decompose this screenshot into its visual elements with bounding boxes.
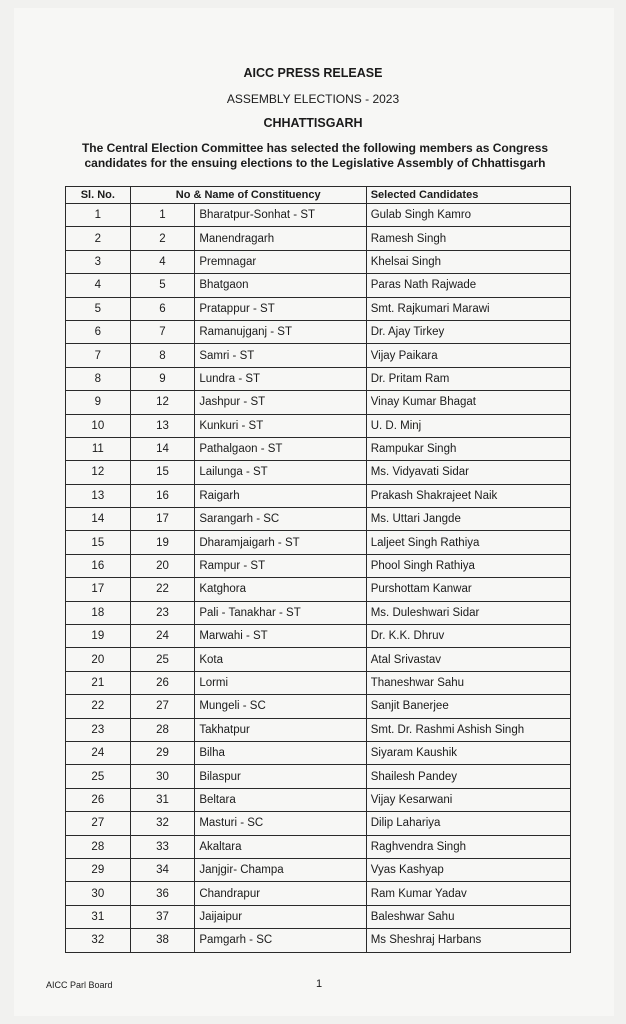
cell-sl-no: 7	[66, 344, 131, 367]
release-title: AICC PRESS RELEASE	[243, 66, 383, 80]
cell-constituency-name: Kunkuri - ST	[195, 414, 366, 437]
table-row	[66, 858, 571, 881]
table-row	[66, 648, 571, 671]
table-row	[66, 788, 571, 811]
table-row	[66, 437, 571, 460]
cell-sl-no: 20	[66, 648, 131, 671]
cell-sl-no: 24	[66, 741, 131, 764]
cell-candidate: Vijay Kesarwani	[366, 788, 570, 811]
cell-constituency-no: 22	[130, 578, 195, 601]
cell-constituency-name: Jaijaipur	[195, 905, 366, 928]
cell-constituency-name: Bharatpur-Sonhat - ST	[195, 204, 366, 227]
cell-candidate: U. D. Minj	[366, 414, 570, 437]
cell-sl-no: 14	[66, 508, 131, 531]
cell-constituency-name: Ramanujganj - ST	[195, 320, 366, 343]
cell-sl-no: 22	[66, 695, 131, 718]
cell-constituency-no: 8	[130, 344, 195, 367]
cell-constituency-name: Dharamjaigarh - ST	[195, 531, 366, 554]
cell-constituency-name: Pratappur - ST	[195, 297, 366, 320]
cell-candidate: Paras Nath Rajwade	[366, 274, 570, 297]
cell-sl-no: 28	[66, 835, 131, 858]
cell-sl-no: 23	[66, 718, 131, 741]
table-row	[66, 250, 571, 273]
cell-candidate: Thaneshwar Sahu	[366, 671, 570, 694]
cell-candidate: Vijay Paikara	[366, 344, 570, 367]
cell-candidate: Sanjit Banerjee	[366, 695, 570, 718]
cell-constituency-no: 32	[130, 812, 195, 835]
cell-constituency-no: 7	[130, 320, 195, 343]
cell-constituency-no: 29	[130, 741, 195, 764]
cell-constituency-name: Beltara	[195, 788, 366, 811]
cell-candidate: Dr. Ajay Tirkey	[366, 320, 570, 343]
cell-candidate: Vinay Kumar Bhagat	[366, 391, 570, 414]
cell-candidate: Ms. Uttari Jangde	[366, 508, 570, 531]
cell-candidate: Smt. Dr. Rashmi Ashish Singh	[366, 718, 570, 741]
cell-constituency-name: Janjgir- Champa	[195, 858, 366, 881]
cell-sl-no: 27	[66, 812, 131, 835]
table-row	[66, 227, 571, 250]
cell-constituency-name: Chandrapur	[195, 882, 366, 905]
cell-sl-no: 11	[66, 437, 131, 460]
table-row	[66, 274, 571, 297]
cell-sl-no: 32	[66, 929, 131, 952]
intro-line-1: The Central Election Committee has selected the following members as Congress	[81, 141, 549, 155]
table-row	[66, 905, 571, 928]
cell-constituency-no: 37	[130, 905, 195, 928]
cell-constituency-name: Pamgarh - SC	[195, 929, 366, 952]
cell-constituency-no: 19	[130, 531, 195, 554]
cell-candidate: Siyaram Kaushik	[366, 741, 570, 764]
cell-sl-no: 12	[66, 461, 131, 484]
table-row	[66, 835, 571, 858]
cell-candidate: Khelsai Singh	[366, 250, 570, 273]
table-row	[66, 882, 571, 905]
cell-sl-no: 21	[66, 671, 131, 694]
cell-constituency-name: Katghora	[195, 578, 366, 601]
cell-sl-no: 8	[66, 367, 131, 390]
table-row	[66, 625, 571, 648]
cell-constituency-name: Masturi - SC	[195, 812, 366, 835]
cell-sl-no: 17	[66, 578, 131, 601]
cell-candidate: Shailesh Pandey	[366, 765, 570, 788]
cell-constituency-name: Kota	[195, 648, 366, 671]
table-row	[66, 367, 571, 390]
intro-line-2: candidates for the ensuing elections to the Legislative Assembly of Chhattisgarh	[84, 156, 546, 170]
cell-candidate: Dr. K.K. Dhruv	[366, 625, 570, 648]
cell-constituency-name: Bilha	[195, 741, 366, 764]
cell-constituency-no: 36	[130, 882, 195, 905]
cell-candidate: Rampukar Singh	[366, 437, 570, 460]
cell-constituency-no: 33	[130, 835, 195, 858]
table-row	[66, 554, 571, 577]
cell-constituency-name: Rampur - ST	[195, 554, 366, 577]
page-number: 1	[316, 978, 323, 990]
cell-sl-no: 3	[66, 250, 131, 273]
cell-constituency-no: 30	[130, 765, 195, 788]
cell-candidate: Laljeet Singh Rathiya	[366, 531, 570, 554]
cell-candidate: Atal Srivastav	[366, 648, 570, 671]
cell-constituency-no: 15	[130, 461, 195, 484]
footer-board-label: AICC Parl Board	[46, 980, 113, 990]
cell-sl-no: 1	[66, 204, 131, 227]
column-header-sl-no: Sl. No.	[66, 187, 131, 204]
cell-constituency-no: 1	[130, 204, 195, 227]
cell-sl-no: 31	[66, 905, 131, 928]
cell-sl-no: 30	[66, 882, 131, 905]
cell-constituency-no: 6	[130, 297, 195, 320]
cell-constituency-name: Akaltara	[195, 835, 366, 858]
table-row	[66, 695, 571, 718]
cell-constituency-name: Manendragarh	[195, 227, 366, 250]
table-row	[66, 391, 571, 414]
cell-candidate: Ms. Duleshwari Sidar	[366, 601, 570, 624]
cell-candidate: Prakash Shakrajeet Naik	[366, 484, 570, 507]
table-row	[66, 297, 571, 320]
cell-candidate: Vyas Kashyap	[366, 858, 570, 881]
column-header-candidates: Selected Candidates	[366, 187, 570, 204]
cell-constituency-no: 9	[130, 367, 195, 390]
cell-constituency-no: 24	[130, 625, 195, 648]
cell-sl-no: 13	[66, 484, 131, 507]
cell-constituency-no: 14	[130, 437, 195, 460]
column-header-constituency: No & Name of Constituency	[130, 187, 366, 204]
table-row	[66, 414, 571, 437]
cell-constituency-name: Lundra - ST	[195, 367, 366, 390]
cell-candidate: Purshottam Kanwar	[366, 578, 570, 601]
cell-candidate: Smt. Rajkumari Marawi	[366, 297, 570, 320]
cell-candidate: Ram Kumar Yadav	[366, 882, 570, 905]
cell-constituency-no: 23	[130, 601, 195, 624]
cell-sl-no: 6	[66, 320, 131, 343]
table-row	[66, 601, 571, 624]
table-row	[66, 765, 571, 788]
cell-constituency-no: 31	[130, 788, 195, 811]
cell-constituency-no: 13	[130, 414, 195, 437]
cell-constituency-name: Raigarh	[195, 484, 366, 507]
table-row	[66, 508, 571, 531]
cell-constituency-name: Samri - ST	[195, 344, 366, 367]
cell-constituency-name: Pathalgaon - ST	[195, 437, 366, 460]
cell-constituency-name: Lormi	[195, 671, 366, 694]
cell-constituency-name: Jashpur - ST	[195, 391, 366, 414]
table-row	[66, 741, 571, 764]
cell-constituency-name: Pali - Tanakhar - ST	[195, 601, 366, 624]
candidates-table	[65, 186, 571, 953]
cell-sl-no: 10	[66, 414, 131, 437]
cell-constituency-no: 26	[130, 671, 195, 694]
cell-candidate: Raghvendra Singh	[366, 835, 570, 858]
cell-candidate: Dr. Pritam Ram	[366, 367, 570, 390]
cell-constituency-no: 17	[130, 508, 195, 531]
cell-candidate: Gulab Singh Kamro	[366, 204, 570, 227]
table-row	[66, 320, 571, 343]
cell-sl-no: 16	[66, 554, 131, 577]
cell-sl-no: 29	[66, 858, 131, 881]
cell-sl-no: 9	[66, 391, 131, 414]
cell-candidate: Ms. Vidyavati Sidar	[366, 461, 570, 484]
cell-constituency-name: Bilaspur	[195, 765, 366, 788]
cell-constituency-no: 25	[130, 648, 195, 671]
release-subtitle: ASSEMBLY ELECTIONS - 2023	[226, 92, 400, 106]
cell-candidate: Ms Sheshraj Harbans	[366, 929, 570, 952]
table-row	[66, 204, 571, 227]
state-name: CHHATTISGARH	[263, 116, 363, 130]
cell-sl-no: 19	[66, 625, 131, 648]
cell-sl-no: 5	[66, 297, 131, 320]
cell-constituency-name: Sarangarh - SC	[195, 508, 366, 531]
table-row	[66, 531, 571, 554]
cell-constituency-no: 16	[130, 484, 195, 507]
table-row	[66, 812, 571, 835]
cell-constituency-name: Bhatgaon	[195, 274, 366, 297]
cell-sl-no: 26	[66, 788, 131, 811]
cell-constituency-no: 12	[130, 391, 195, 414]
cell-candidate: Baleshwar Sahu	[366, 905, 570, 928]
cell-candidate: Dilip Lahariya	[366, 812, 570, 835]
cell-sl-no: 15	[66, 531, 131, 554]
cell-constituency-name: Takhatpur	[195, 718, 366, 741]
table-row	[66, 718, 571, 741]
cell-constituency-no: 38	[130, 929, 195, 952]
cell-constituency-name: Mungeli - SC	[195, 695, 366, 718]
table-header-row	[66, 187, 571, 204]
table-row	[66, 461, 571, 484]
table-row	[66, 484, 571, 507]
cell-constituency-no: 2	[130, 227, 195, 250]
cell-constituency-no: 20	[130, 554, 195, 577]
cell-constituency-no: 5	[130, 274, 195, 297]
cell-sl-no: 18	[66, 601, 131, 624]
cell-constituency-no: 4	[130, 250, 195, 273]
table-row	[66, 929, 571, 952]
cell-sl-no: 4	[66, 274, 131, 297]
cell-candidate: Ramesh Singh	[366, 227, 570, 250]
cell-constituency-name: Lailunga - ST	[195, 461, 366, 484]
table-row	[66, 578, 571, 601]
cell-constituency-name: Premnagar	[195, 250, 366, 273]
cell-constituency-no: 34	[130, 858, 195, 881]
table-row	[66, 344, 571, 367]
cell-sl-no: 25	[66, 765, 131, 788]
cell-sl-no: 2	[66, 227, 131, 250]
cell-constituency-no: 28	[130, 718, 195, 741]
cell-constituency-no: 27	[130, 695, 195, 718]
table-row	[66, 671, 571, 694]
cell-constituency-name: Marwahi - ST	[195, 625, 366, 648]
cell-candidate: Phool Singh Rathiya	[366, 554, 570, 577]
